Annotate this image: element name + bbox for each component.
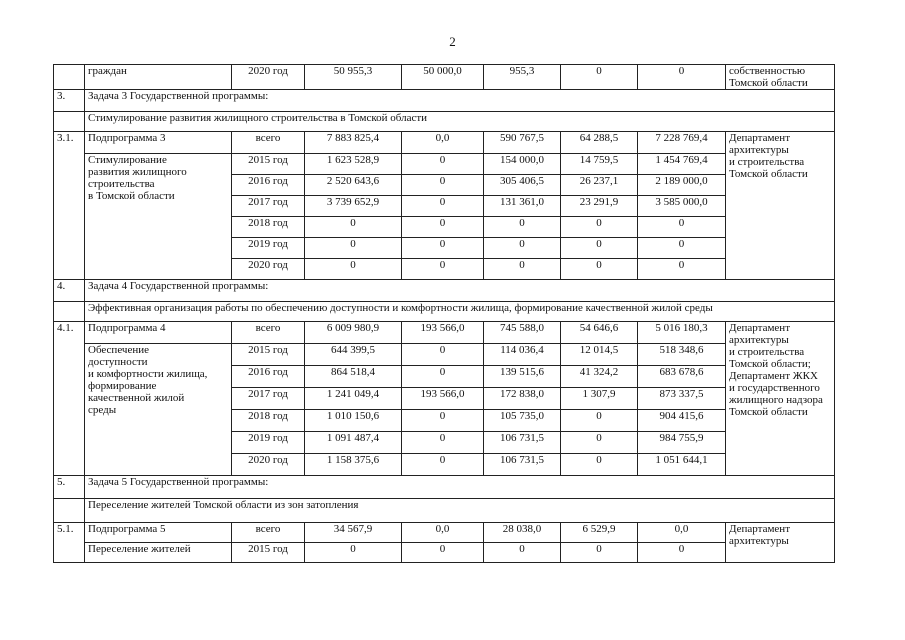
value-cell: 172 838,0 bbox=[484, 388, 561, 410]
year-cell: 2016 год bbox=[232, 366, 305, 388]
value-cell: 984 755,9 bbox=[638, 432, 726, 454]
year-cell: 2018 год bbox=[232, 410, 305, 432]
value-cell: 683 678,6 bbox=[638, 366, 726, 388]
value-cell: 1 623 528,9 bbox=[305, 154, 402, 175]
value-cell: 1 051 644,1 bbox=[638, 454, 726, 476]
value-cell: 5 016 180,3 bbox=[638, 322, 726, 344]
task-row bbox=[54, 90, 835, 112]
value-cell: 6 009 980,9 bbox=[305, 322, 402, 344]
value-cell: 14 759,5 bbox=[561, 154, 638, 175]
value-cell: 106 731,5 bbox=[484, 454, 561, 476]
value-cell: 305 406,5 bbox=[484, 175, 561, 196]
value-cell: 864 518,4 bbox=[305, 366, 402, 388]
year-cell: 2020 год bbox=[232, 454, 305, 476]
program-name: Подпрограмма 5 bbox=[85, 523, 232, 543]
value-cell: 0 bbox=[484, 543, 561, 563]
program-name: Подпрограмма 3 bbox=[85, 132, 232, 154]
program-desc-cell: Стимулирование развития жилищного строительства в Томской области bbox=[85, 154, 232, 280]
table-row bbox=[54, 132, 835, 154]
year-cell: 2020 год bbox=[232, 259, 305, 280]
task-heading: Задача 4 Государственной программы: bbox=[85, 280, 835, 302]
value-cell: 131 361,0 bbox=[484, 196, 561, 217]
value-cell: 7 228 769,4 bbox=[638, 132, 726, 154]
value-cell: 0 bbox=[484, 217, 561, 238]
task-title: Переселение жителей Томской области из зон затопления bbox=[85, 499, 835, 523]
task-heading: Задача 3 Государственной программы: bbox=[85, 90, 835, 112]
value-cell: 0 bbox=[561, 432, 638, 454]
value-cell: 0 bbox=[402, 196, 484, 217]
value-cell: 0 bbox=[402, 154, 484, 175]
value-cell: 0 bbox=[638, 217, 726, 238]
value-cell: 1 091 487,4 bbox=[305, 432, 402, 454]
value-cell: 0 bbox=[561, 259, 638, 280]
value-cell: 0 bbox=[638, 543, 726, 563]
table-row bbox=[54, 322, 835, 344]
year-cell: 2019 год bbox=[232, 238, 305, 259]
value-cell: 873 337,5 bbox=[638, 388, 726, 410]
value-cell: 904 415,6 bbox=[638, 410, 726, 432]
responsible-cell: Департамент архитектуры и строительства Томской области bbox=[726, 132, 835, 280]
value-cell: 590 767,5 bbox=[484, 132, 561, 154]
value-cell: 0,0 bbox=[638, 523, 726, 543]
value-cell: 0 bbox=[402, 217, 484, 238]
value-cell: 3 739 652,9 bbox=[305, 196, 402, 217]
value-cell: 0 bbox=[402, 238, 484, 259]
value-cell: 0 bbox=[561, 238, 638, 259]
value-cell: 518 348,6 bbox=[638, 344, 726, 366]
value-cell: 54 646,6 bbox=[561, 322, 638, 344]
value-cell: 0 bbox=[402, 454, 484, 476]
value-cell: 193 566,0 bbox=[402, 388, 484, 410]
subprogram-number: 3.1. bbox=[54, 132, 85, 280]
year-cell: всего bbox=[232, 322, 305, 344]
task-heading: Задача 5 Государственной программы: bbox=[85, 476, 835, 499]
year-cell: всего bbox=[232, 132, 305, 154]
value-cell: 2 520 643,6 bbox=[305, 175, 402, 196]
task-title-row bbox=[54, 499, 835, 523]
value-cell: 0,0 bbox=[402, 132, 484, 154]
value-cell: 0,0 bbox=[402, 523, 484, 543]
year-cell: 2018 год bbox=[232, 217, 305, 238]
responsible-cell: Департамент архитектуры bbox=[726, 523, 835, 563]
task-row bbox=[54, 476, 835, 499]
value-cell: 154 000,0 bbox=[484, 154, 561, 175]
value-cell: 23 291,9 bbox=[561, 196, 638, 217]
value-cell: 106 731,5 bbox=[484, 432, 561, 454]
value-cell: 41 324,2 bbox=[561, 366, 638, 388]
year-cell: 2016 год bbox=[232, 175, 305, 196]
value-cell: 139 515,6 bbox=[484, 366, 561, 388]
value-cell: 0 bbox=[402, 175, 484, 196]
year-cell: 2019 год bbox=[232, 432, 305, 454]
task-title: Эффективная организация работы по обеспечению доступности и комфортности жилища, формирование качественной жилой среды bbox=[85, 302, 835, 322]
value-cell: 0 bbox=[484, 259, 561, 280]
program-desc-cell: Обеспечение доступности и комфортности жилища, формирование качественной жилой среды bbox=[85, 344, 232, 476]
value-cell: 1 307,9 bbox=[561, 388, 638, 410]
value-cell: 7 883 825,4 bbox=[305, 132, 402, 154]
value-cell: 0 bbox=[638, 65, 726, 90]
table-row bbox=[54, 65, 835, 90]
value-cell: 50 955,3 bbox=[305, 65, 402, 90]
value-cell: 0 bbox=[402, 344, 484, 366]
value-cell: 644 399,5 bbox=[305, 344, 402, 366]
program-desc-cell: граждан bbox=[85, 65, 232, 90]
year-cell: всего bbox=[232, 523, 305, 543]
value-cell: 0 bbox=[305, 217, 402, 238]
table-row bbox=[54, 154, 835, 175]
value-cell: 64 288,5 bbox=[561, 132, 638, 154]
value-cell: 0 bbox=[402, 366, 484, 388]
value-cell: 1 010 150,6 bbox=[305, 410, 402, 432]
value-cell: 0 bbox=[402, 410, 484, 432]
value-cell: 0 bbox=[402, 432, 484, 454]
value-cell: 0 bbox=[402, 259, 484, 280]
task-title: Стимулирование развития жилищного строительства в Томской области bbox=[85, 112, 835, 132]
responsible-cell: Департамент архитектуры и строительства Томской области; Департамент ЖКХ и государственного жилищного надзора Томской области bbox=[726, 322, 835, 476]
value-cell: 50 000,0 bbox=[402, 65, 484, 90]
value-cell: 1 454 769,4 bbox=[638, 154, 726, 175]
responsible-cell: собственностью Томской области bbox=[726, 65, 835, 90]
value-cell: 0 bbox=[402, 543, 484, 563]
value-cell: 2 189 000,0 bbox=[638, 175, 726, 196]
value-cell: 0 bbox=[305, 543, 402, 563]
value-cell: 0 bbox=[561, 217, 638, 238]
value-cell: 114 036,4 bbox=[484, 344, 561, 366]
value-cell: 0 bbox=[561, 454, 638, 476]
value-cell: 0 bbox=[484, 238, 561, 259]
task-row bbox=[54, 280, 835, 302]
year-cell: 2015 год bbox=[232, 154, 305, 175]
value-cell: 0 bbox=[561, 65, 638, 90]
year-cell: 2017 год bbox=[232, 388, 305, 410]
task-number: 5. bbox=[54, 476, 85, 499]
value-cell: 26 237,1 bbox=[561, 175, 638, 196]
task-number: 4. bbox=[54, 280, 85, 302]
value-cell: 745 588,0 bbox=[484, 322, 561, 344]
year-cell: 2017 год bbox=[232, 196, 305, 217]
value-cell: 28 038,0 bbox=[484, 523, 561, 543]
value-cell: 1 158 375,6 bbox=[305, 454, 402, 476]
value-cell: 0 bbox=[638, 259, 726, 280]
year-cell: 2015 год bbox=[232, 344, 305, 366]
task-title-row bbox=[54, 112, 835, 132]
value-cell: 105 735,0 bbox=[484, 410, 561, 432]
value-cell: 34 567,9 bbox=[305, 523, 402, 543]
value-cell: 3 585 000,0 bbox=[638, 196, 726, 217]
table-row bbox=[54, 344, 835, 366]
task-title-row bbox=[54, 302, 835, 322]
program-desc-cell: Переселение жителей bbox=[85, 543, 232, 563]
value-cell: 0 bbox=[561, 410, 638, 432]
subprogram-number: 4.1. bbox=[54, 322, 85, 476]
value-cell: 955,3 bbox=[484, 65, 561, 90]
value-cell: 0 bbox=[305, 259, 402, 280]
program-name: Подпрограмма 4 bbox=[85, 322, 232, 344]
value-cell: 0 bbox=[561, 543, 638, 563]
value-cell: 12 014,5 bbox=[561, 344, 638, 366]
table-row bbox=[54, 523, 835, 543]
table-row bbox=[54, 543, 835, 563]
task-number: 3. bbox=[54, 90, 85, 112]
value-cell: 0 bbox=[305, 238, 402, 259]
subprogram-number: 5.1. bbox=[54, 523, 85, 563]
value-cell: 1 241 049,4 bbox=[305, 388, 402, 410]
page-number: 2 bbox=[449, 34, 456, 49]
year-cell: 2020 год bbox=[232, 65, 305, 90]
value-cell: 6 529,9 bbox=[561, 523, 638, 543]
value-cell: 0 bbox=[638, 238, 726, 259]
budget-table bbox=[53, 64, 835, 563]
year-cell: 2015 год bbox=[232, 543, 305, 563]
value-cell: 193 566,0 bbox=[402, 322, 484, 344]
